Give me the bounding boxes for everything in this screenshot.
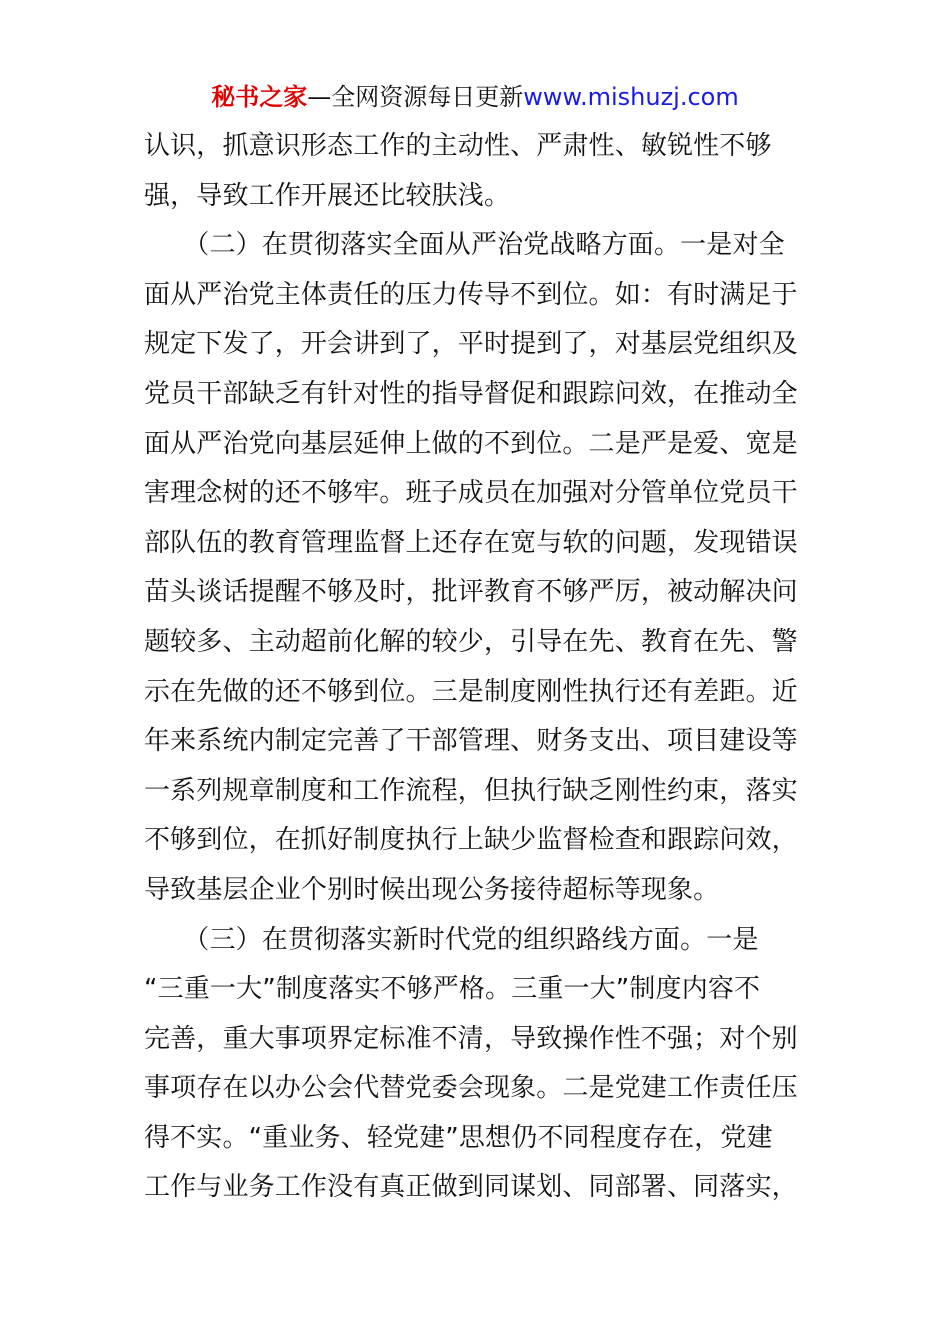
text-line: （三）在贯彻落实新时代党的组织路线方面。一是 <box>144 924 759 955</box>
text-line: 一系列规章制度和工作流程，但执行缺乏刚性约束，落实 <box>144 775 798 806</box>
text-line: 部队伍的教育管理监督上还存在宽与软的问题，发现错误 <box>144 527 798 558</box>
text-line: 认识，抓意识形态工作的主动性、严肃性、敏锐性不够 <box>144 131 772 161</box>
header-tagline: —全网资源每日更新 <box>307 83 524 111</box>
text-line: “三重一大”制度落实不够严格。三重一大”制度内容不 <box>144 974 761 1005</box>
text-line: 题较多、主动超前化解的较少，引导在先、教育在先、警 <box>144 626 798 657</box>
text-line: 工作与业务工作没有真正做到同谋划、同部署、同落实， <box>144 1172 798 1203</box>
brand-name: 秘书之家 <box>211 83 308 111</box>
site-header <box>0 80 950 114</box>
text-line: 规定下发了，开会讲到了，平时提到了，对基层党组织及 <box>144 329 798 360</box>
text-line: 导致基层企业个别时候出现公务接待超标等现象。 <box>144 874 720 905</box>
text-line: 完善，重大事项界定标准不清，导致操作性不强；对个别 <box>144 1023 798 1054</box>
site-url-link[interactable]: www.mishuzj.com <box>523 83 739 111</box>
text-line: 党员干部缺乏有针对性的指导督促和跟踪问效，在推动全 <box>144 378 798 409</box>
text-line: （二）在贯彻落实全面从严治党战略方面。一是对全 <box>144 230 785 261</box>
text-line: 不够到位，在抓好制度执行上缺少监督检查和跟踪问效， <box>144 825 798 856</box>
text-line: 害理念树的还不够牢。班子成员在加强对分管单位党员干 <box>144 478 798 509</box>
text-line: 苗头谈话提醒不够及时，批评教育不够严厉，被动解决问 <box>144 577 798 608</box>
text-line: 年来系统内制定完善了干部管理、财务支出、项目建设等 <box>144 726 798 757</box>
text-line: 面从严治党向基层延伸上做的不到位。二是严是爱、宽是 <box>144 428 798 459</box>
text-line: 事项存在以办公会代替党委会现象。二是党建工作责任压 <box>144 1073 798 1104</box>
text-line: 面从严治党主体责任的压力传导不到位。如：有时满足于 <box>144 279 798 310</box>
text-line: 示在先做的还不够到位。三是制度刚性执行还有差距。近 <box>144 676 798 707</box>
document-body <box>144 122 814 1213</box>
text-line: 强，导致工作开展还比较肤浅。 <box>144 180 511 211</box>
text-line: 得不实。“重业务、轻党建”思想仍不同程度存在，党建 <box>144 1122 773 1153</box>
